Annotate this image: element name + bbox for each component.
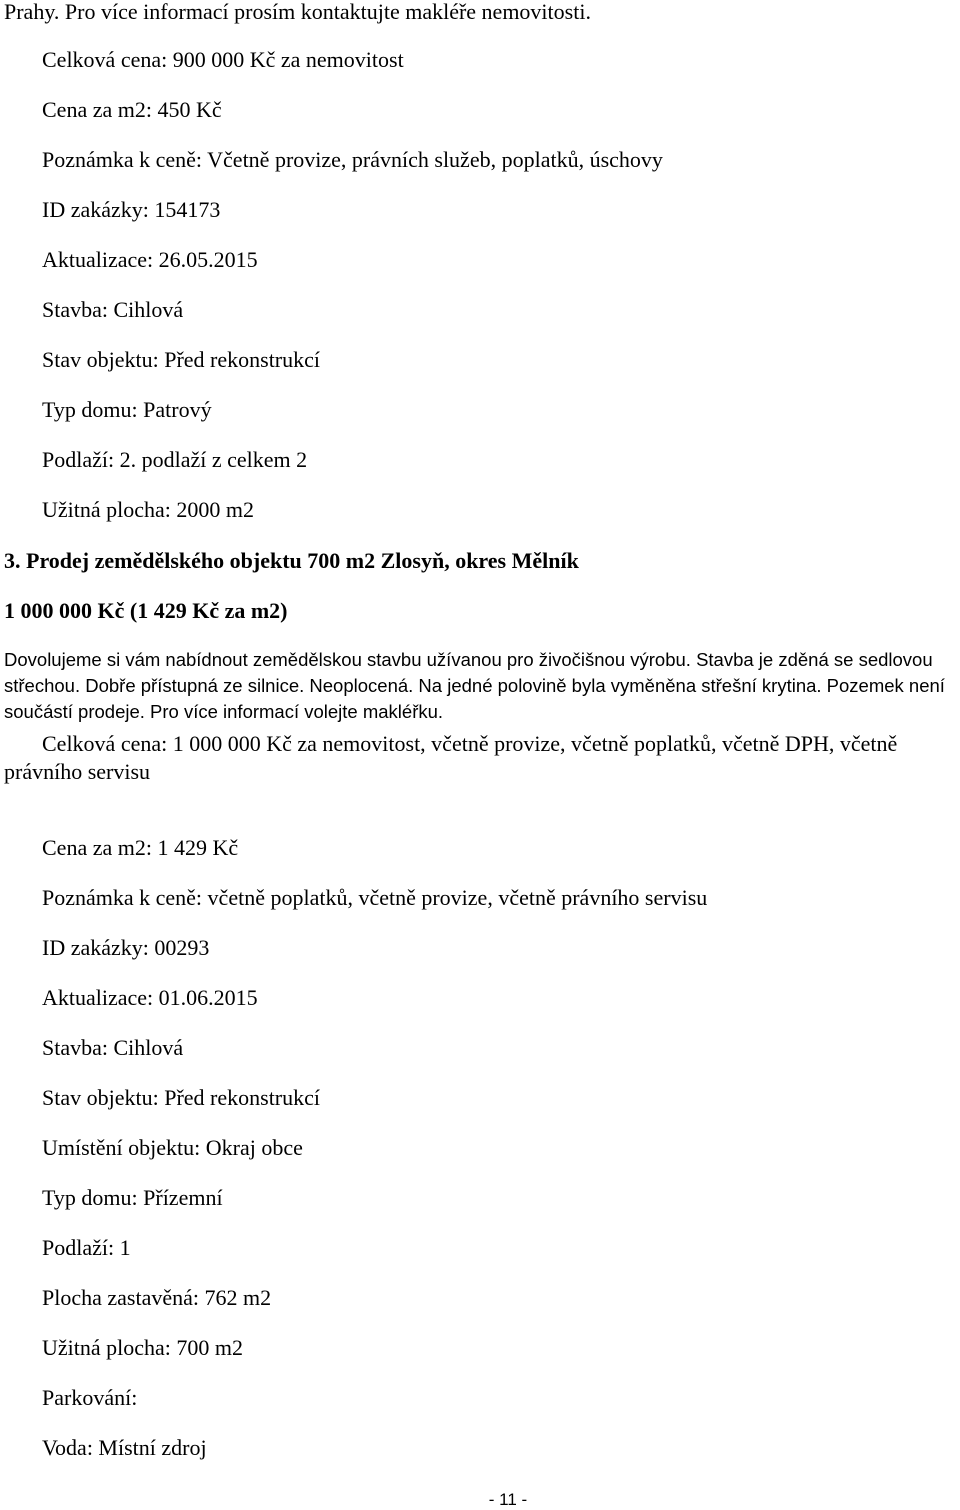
total-price-paragraph (4, 730, 956, 786)
price-per-m2: Cena za m2: 450 Kč (42, 97, 222, 122)
house-type: Typ domu: Přízemní (42, 1185, 223, 1210)
construction-type: Stavba: Cihlová (42, 297, 184, 322)
page-number: - 11 - (488, 1490, 528, 1509)
object-location: Umístění objektu: Okraj obce (42, 1135, 303, 1160)
price-per-m2: Cena za m2: 1 429 Kč (42, 835, 239, 860)
usable-area: Užitná plocha: 700 m2 (42, 1335, 244, 1360)
order-id: ID zakázky: 154173 (42, 197, 221, 222)
listing-title: 3. Prodej zemědělského objektu 700 m2 Zlosyň, okres Mělník (4, 548, 579, 573)
construction-type: Stavba: Cihlová (42, 1035, 184, 1060)
house-type: Typ domu: Patrový (42, 397, 212, 422)
update-date: Aktualizace: 01.06.2015 (42, 985, 258, 1010)
water-source: Voda: Místní zdroj (42, 1435, 207, 1460)
built-area: Plocha zastavěná: 762 m2 (42, 1285, 272, 1310)
listing-intro-tail: Prahy. Pro více informací prosím kontaktujte makléře nemovitosti. (4, 0, 591, 24)
price-note: Poznámka k ceně: včetně poplatků, včetně provize, včetně právního servisu (42, 885, 708, 910)
usable-area: Užitná plocha: 2000 m2 (42, 497, 255, 522)
floor-info: Podlaží: 2. podlaží z celkem 2 (42, 447, 308, 472)
price-note: Poznámka k ceně: Včetně provize, právních služeb, poplatků, úschovy (42, 147, 663, 172)
price-headline: 1 000 000 Kč (1 429 Kč za m2) (4, 598, 288, 623)
object-condition: Stav objektu: Před rekonstrukcí (42, 347, 321, 372)
listing-description: Dovolujeme si vám nabídnout zemědělskou stavbu užívanou pro živočišnou výrobu. Stavba je zděná se sedlovou střechou. Dobře přístupná ze silnice. Neoplocená. Na jedné polovině byla vyměněna střešní krytina. Pozemek není součástí prodeje. Pro více informací volejte makléřku. (4, 649, 945, 722)
order-id: ID zakázky: 00293 (42, 935, 210, 960)
parking-info: Parkování: (42, 1385, 138, 1410)
total-price: Celková cena: 900 000 Kč za nemovitost (42, 47, 404, 72)
update-date: Aktualizace: 26.05.2015 (42, 247, 258, 272)
floor-info: Podlaží: 1 (42, 1235, 131, 1260)
total-price: Celková cena: 1 000 000 Kč za nemovitost, včetně provize, včetně poplatků, včetně DPH, včetně právního servisu (4, 731, 898, 784)
object-condition: Stav objektu: Před rekonstrukcí (42, 1085, 321, 1110)
